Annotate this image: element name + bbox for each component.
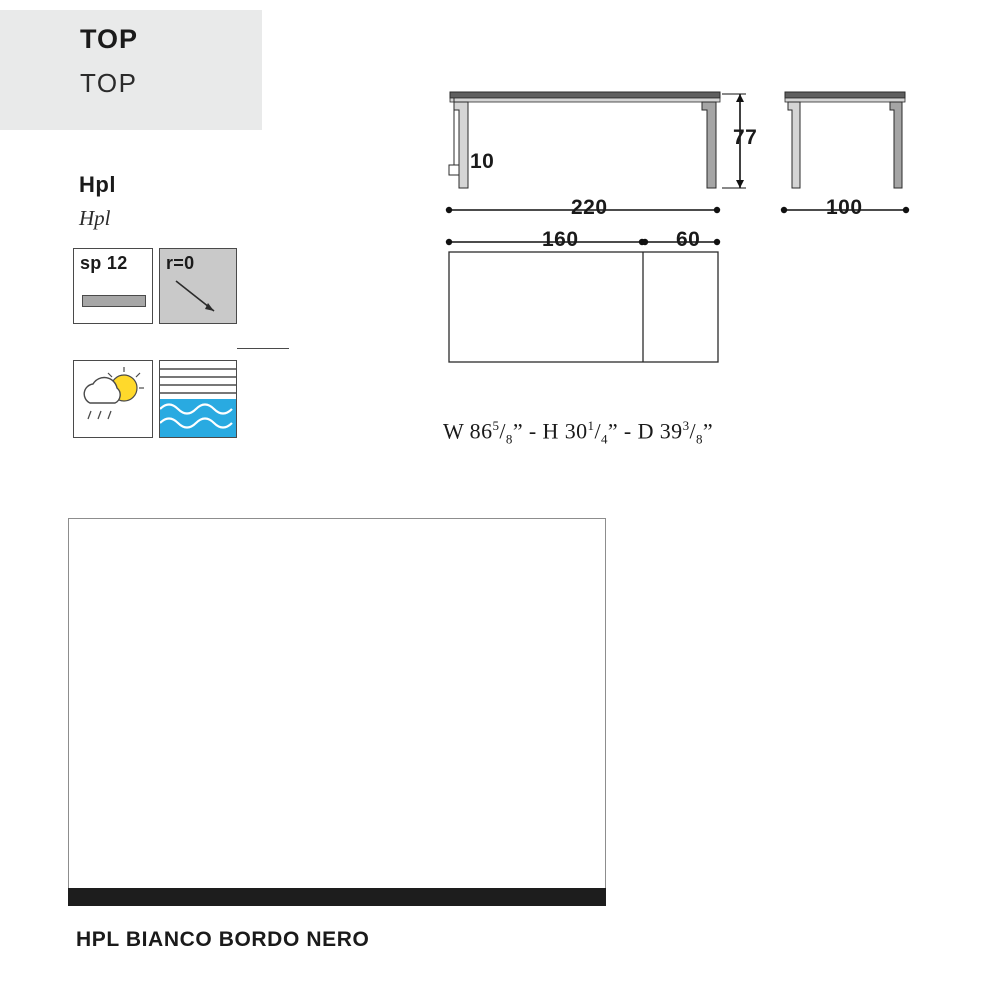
imperial-w-whole: 86 [469, 418, 493, 444]
imperial-d-prefix: D [637, 418, 660, 444]
imperial-w-prefix: W [443, 418, 470, 444]
water-resistant-icon [160, 361, 236, 437]
corner-radius-icon [170, 275, 228, 319]
page-subtitle: TOP [80, 68, 138, 98]
imperial-d-whole: 39 [659, 418, 683, 444]
imperial-d-num: 3 [682, 418, 690, 433]
imperial-sep-1: ” - [512, 418, 543, 444]
imperial-end: ” [702, 418, 714, 444]
dim-height: 77 [733, 126, 758, 149]
technical-drawings [430, 70, 950, 460]
material-name-italian: Hpl [79, 206, 111, 230]
thickness-bar-icon [82, 295, 146, 307]
imperial-h-den: 4 [600, 431, 608, 447]
finish-swatch [68, 518, 606, 906]
spec-water-box [159, 360, 237, 438]
spec-radius-label: r=0 [166, 253, 195, 273]
dim-top-thickness: 10 [470, 150, 495, 173]
page-title: TOP [80, 24, 139, 54]
imperial-h-prefix: H [542, 418, 565, 444]
material-name: Hpl [79, 172, 116, 197]
spec-weather-box [73, 360, 153, 438]
finish-caption: HPL BIANCO BORDO NERO [76, 928, 370, 951]
imperial-h-whole: 30 [564, 418, 588, 444]
spec-thickness-box [73, 248, 153, 324]
imperial-dimensions: W $86^5/_8$” - H $30^1/_4$” - D $39^3/_8$” [443, 418, 714, 447]
imperial-d-den: 8 [696, 431, 703, 447]
dim-segment-left: 160 [542, 228, 579, 251]
spec-divider [237, 348, 289, 349]
spec-radius-box [159, 248, 237, 324]
imperial-h-num: 1 [587, 418, 595, 433]
imperial-w-num: 5 [492, 418, 500, 433]
imperial-w-den: 8 [505, 431, 513, 447]
weather-resistant-icon [74, 361, 152, 437]
finish-swatch-edge [68, 888, 606, 906]
dim-segment-right: 60 [676, 228, 701, 251]
dim-width: 220 [571, 196, 608, 219]
imperial-sep-2: ” - [607, 418, 638, 444]
plan-view-drawing [449, 252, 718, 362]
spec-thickness-label: sp 12 [80, 253, 128, 273]
dim-depth: 100 [826, 196, 863, 219]
side-elevation-drawing [785, 92, 905, 188]
